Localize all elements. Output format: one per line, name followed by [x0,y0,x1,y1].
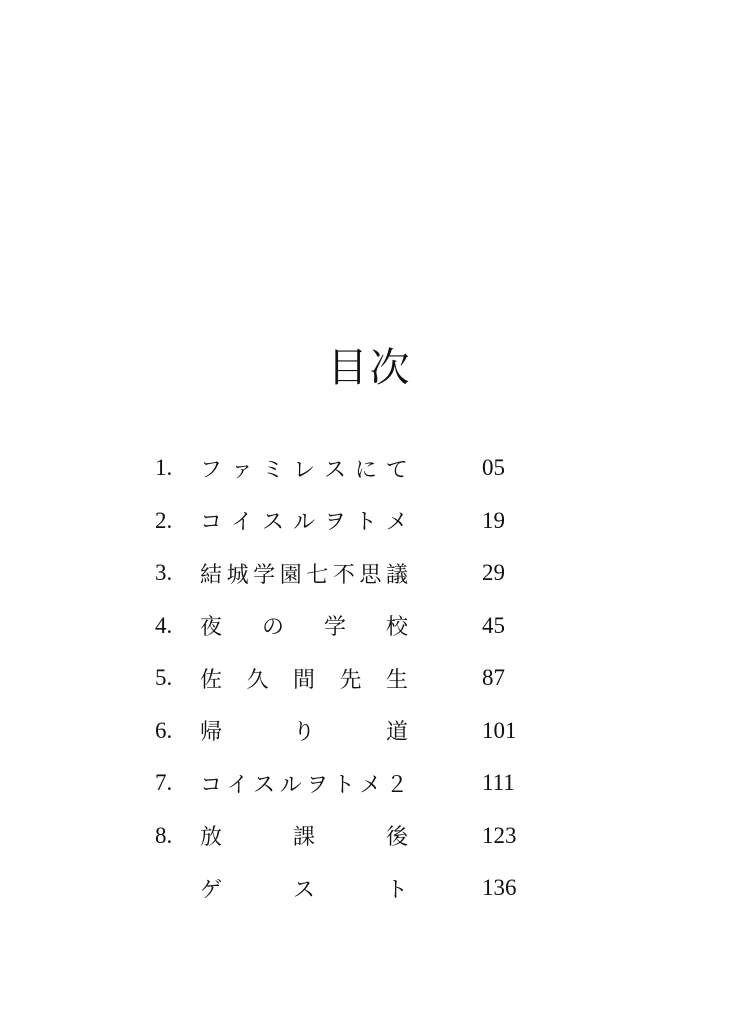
page-title: 目次 [327,345,412,391]
toc-entry-title: 放 課 後 [200,825,408,851]
toc-entry-number: 2. [155,507,173,533]
toc-entry-title: 佐 久 間 先 生 [200,667,408,693]
toc-entry-page: 29 [482,560,505,586]
toc-list [155,442,575,915]
toc-entry-number: 6. [155,717,173,743]
toc-entry-page: 87 [482,665,505,691]
toc-entry [155,810,575,863]
toc-entry-number: 5. [155,665,173,691]
toc-entry [155,547,575,600]
toc-entry-number: 4. [155,612,173,638]
toc-entry-page: 05 [482,455,505,481]
toc-entry [155,862,575,915]
toc-entry-title: コ イ ス ル ヲ ト メ [200,510,408,536]
toc-entry [155,600,575,653]
toc-entry-number: 8. [155,822,173,848]
toc-entry-page: 101 [482,717,517,743]
toc-entry-title: 帰 り 道 [200,720,408,746]
toc-entry-page: 123 [482,822,517,848]
toc-entry-title: フ ァ ミ レ ス に て [200,457,408,483]
toc-entry [155,705,575,758]
toc-entry [155,652,575,705]
toc-entry-page: 45 [482,612,505,638]
toc-entry-title: ゲ ス ト [200,877,408,903]
toc-entry-page: 136 [482,875,517,901]
toc-entry-number: 7. [155,770,173,796]
toc-entry [155,757,575,810]
toc-entry-title: 結 城 学 園 七 不 思 議 [200,562,408,588]
toc-entry-title: コ イ ス ル ヲ ト メ ２ [200,772,408,798]
toc-entry-number: 3. [155,560,173,586]
toc-entry-page: 111 [482,770,515,796]
toc-entry-page: 19 [482,507,505,533]
toc-entry [155,495,575,548]
toc-entry [155,442,575,495]
toc-entry-title: 夜 の 学 校 [200,615,408,641]
toc-entry-number: 1. [155,455,173,481]
